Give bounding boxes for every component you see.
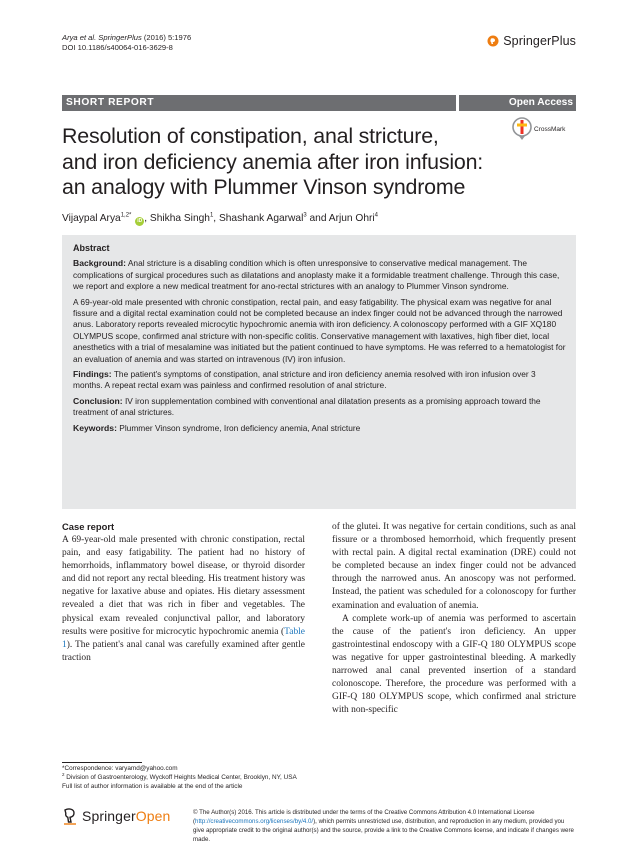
springer-open-wordmark: SpringerOpen	[82, 808, 171, 824]
abstract-background: Background: Anal stricture is a disabling condition which is often unresponsive to conservative medical management. The complications of surgical procedures such as dilatations and anoplasty make it a formidable treatment challenge. Through this case, we report and explore a new medical treatment for ano-rectal strictures with an analogy to Plummer Vinson syndrome.	[73, 258, 560, 292]
running-header	[62, 33, 191, 53]
author-name[interactable]: , Shashank Agarwal	[213, 213, 304, 224]
abstract-box	[62, 235, 576, 509]
license-link[interactable]: http://creativecommons.org/licenses/by/4.0/	[195, 817, 314, 825]
abstract-keywords: Keywords: Plummer Vinson syndrome, Iron deficiency anemia, Anal stricture	[73, 422, 361, 433]
abstract-case: A 69-year-old male presented with chronic constipation, rectal pain, and easy fatigability. The physical exam was negative for anal fissure and a digital rectal examination could not be completed because an index finger could not be advanced through the narrowed anus. Laboratory reports revealed microcytic hypochromic anemia with iron deficiency. A colonoscopy performed with a GIF XQ180 OLYMPUS scope, confirmed anal stricture with non-specific colitis. Conservative management with laxatives, high fiber diet, local anesthetics with a trial of mesalamine was initiated but the patient continued to have symptoms. He was referred to a hematologist for an evaluation of anemia and was started on intravenous (IV) iron infusion.	[73, 296, 566, 364]
author-name[interactable]: Vijaypal Arya	[62, 213, 121, 224]
springerplus-logo	[487, 34, 576, 48]
crossmark-icon	[512, 117, 532, 141]
body-paragraph: A complete work-up of anemia was performed to ascertain the cause of the patient's iron deficiency. An upper gastrointestinal endoscopy with a GIF-Q 180 OLYMPUS scope was negative for upper gastrointestinal bleeding. A markedly narrowed anal canal prevented insertion of a standard colonoscope. Therefore, the procedure was performed with a GIF-Q 180 OLYMPUS scope, which confirmed anal stricture with non-specific	[332, 613, 576, 716]
abstract-findings: Findings: The patient's symptoms of constipation, anal stricture and iron deficiency anemia resolved with iron infusion over 3 months. A repeat rectal exam was painless and confirmed resolution of anal stricture.	[73, 369, 536, 391]
author-name[interactable]: and Arjun Ohri	[306, 213, 375, 224]
table-reference-link[interactable]: Table 1	[62, 626, 305, 650]
footnote-divider	[62, 762, 142, 763]
license-statement: © The Author(s) 2016. This article is distributed under the terms of the Creative Commons Attribution 4.0 International License (http://creativecommons.org/licenses/by/4.0/), which permits unrestricted use, distribution, and reproduction in any medium, provided you give appropriate credit to the original author(s) and the source, provide a link to the Creative Commons license, and indicate if changes were made.	[193, 809, 574, 843]
body-column-left	[62, 521, 305, 665]
citation: Arya et al. SpringerPlus (2016) 5:1976	[62, 33, 192, 42]
correspondence-note[interactable]: *Correspondence: varyamd@yahoo.com	[62, 765, 178, 772]
orcid-icon[interactable]: iD	[137, 218, 143, 224]
body-paragraph: A 69-year-old male presented with chronic constipation, rectal pain, and easy fatigability. The patient had no history of hemorrhoids, inflammatory bowel disease, or thyroid disorder and did not report any rectal bleeding. His treatment history was negative for laxative abuse and opiates. His dietary assessment revealed a diet that was rich in fiber and vegetables. The physical exam revealed conjunctival pallor, and laboratory results were positive for microcytic hypochromic anemia (Table 1). The patient's anal canal was carefully examined after gentle traction	[62, 535, 305, 663]
article-type-banner	[62, 95, 576, 111]
article-type: SHORT REPORT	[62, 95, 456, 111]
crossmark-label: CrossMark	[534, 125, 566, 133]
footnotes	[62, 765, 312, 792]
open-access-badge: Open Access	[456, 95, 576, 111]
springer-horse-icon	[62, 806, 78, 826]
crossmark-badge[interactable]	[512, 114, 576, 144]
author-list: Vijaypal Arya$^{1,2*}$ iD , Shikha Singh$^1$, Shashank Agarwal$^3$ and Arjun Ohri$^4$	[62, 212, 378, 224]
springer-horse-icon	[487, 35, 499, 47]
author-info-note: Full list of author information is available at the end of the article	[62, 782, 243, 790]
doi[interactable]: DOI 10.1186/s40064-016-3629-8	[62, 43, 173, 52]
author-name[interactable]: , Shikha Singh	[144, 213, 210, 224]
section-heading: Case report	[62, 521, 115, 532]
article-title: Resolution of constipation, anal stricture, and iron deficiency anemia after iron infusion: an analogy with Plummer Vinson syndrome	[62, 124, 484, 199]
affiliation-note: $^2$ Division of Gastroenterology, Wyckoff Heights Medical Center, Brooklyn, NY, USA	[62, 771, 297, 781]
springer-open-logo	[62, 806, 170, 826]
body-paragraph: of the glutei. It was negative for certain conditions, such as anal fissure or a thrombosed hemorrhoid, which frequently present with rectal pain. A digital rectal examination (DRE) could not be completed because an index finger could not be advanced through the narrowed anus. An anoscopy was not performed. Instead, the patient was scheduled for a colonoscopy for further examination and evaluation of anemia.	[332, 522, 576, 611]
abstract-conclusion: Conclusion: IV iron supplementation combined with conventional anal dilatation presents as a promising approach toward the treatment of anal strictures.	[73, 395, 541, 418]
brand-name: SpringerPlus	[503, 34, 576, 48]
body-column-right	[332, 521, 576, 717]
abstract-heading: Abstract	[73, 243, 110, 253]
